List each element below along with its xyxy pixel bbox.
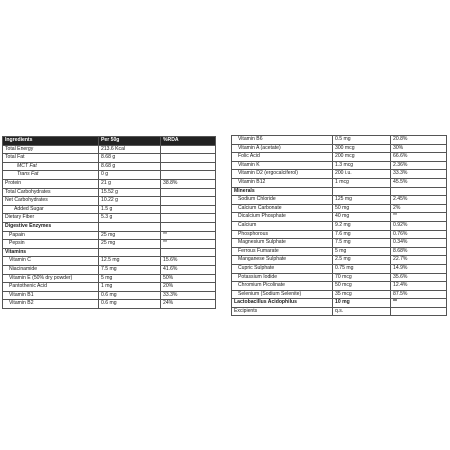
table-row xyxy=(232,178,447,187)
nutrition-table-right xyxy=(231,135,447,316)
nutrient-name-cell: Vitamin B1 xyxy=(3,291,99,300)
table-row xyxy=(3,205,216,214)
nutrition-table-left xyxy=(2,136,216,309)
rda-cell xyxy=(161,222,216,231)
amount-cell: 1 mcg xyxy=(333,178,391,187)
amount-cell: 125 mg xyxy=(333,196,391,205)
nutrient-name-cell: Folic Acid xyxy=(232,153,333,162)
nutrient-name-cell: Vitamin B2 xyxy=(3,300,99,309)
nutrient-name-cell: Sodium Chloride xyxy=(232,196,333,205)
table-row xyxy=(232,282,447,291)
amount-cell: 1.3 mcg xyxy=(333,161,391,170)
table-row xyxy=(3,291,216,300)
rda-cell xyxy=(161,162,216,171)
table-row xyxy=(3,162,216,171)
nutrient-name-cell: Chromium Picolinate xyxy=(232,282,333,291)
amount-cell: 300 mcg xyxy=(333,144,391,153)
rda-cell: 38.8% xyxy=(161,179,216,188)
table-row xyxy=(3,214,216,223)
table-row xyxy=(3,274,216,283)
table-row xyxy=(3,240,216,249)
section-header-row xyxy=(232,187,447,196)
table-row xyxy=(3,188,216,197)
nutrient-name-cell: Net Carbohydrates xyxy=(3,197,99,206)
nutrient-name-cell: Trans Fat xyxy=(3,171,99,180)
table-row xyxy=(232,230,447,239)
rda-cell: 33.3% xyxy=(391,170,447,179)
table-row xyxy=(232,264,447,273)
rda-cell: 2% xyxy=(391,204,447,213)
nutrient-name-cell: Papain xyxy=(3,231,99,240)
amount-cell: 200 mcg xyxy=(333,153,391,162)
table-row xyxy=(232,170,447,179)
nutrient-name-cell: Selenium (Sodium Selenite) xyxy=(232,290,333,299)
nutrient-name-cell: Vitamin A (acetate) xyxy=(232,144,333,153)
amount-cell: 25 mg xyxy=(99,240,161,249)
amount-cell: 50 mcg xyxy=(333,282,391,291)
rda-cell: ** xyxy=(161,240,216,249)
table-row xyxy=(232,307,447,316)
rda-cell: ** xyxy=(391,213,447,222)
amount-cell: 70 mcg xyxy=(333,273,391,282)
amount-cell: 21 g xyxy=(99,179,161,188)
nutrient-name-cell: Added Sugar xyxy=(3,205,99,214)
nutrient-name-cell: Pantothenic Acid xyxy=(3,283,99,292)
amount-cell: 10.22 g xyxy=(99,197,161,206)
nutrient-name-cell: Vitamin C xyxy=(3,257,99,266)
table-row xyxy=(232,204,447,213)
table-row xyxy=(3,300,216,309)
rda-cell xyxy=(161,205,216,214)
nutrient-name-cell: Dicalcium Phosphate xyxy=(232,213,333,222)
amount-cell: q.s. xyxy=(333,307,391,316)
rda-cell: 35.6% xyxy=(391,273,447,282)
rda-header: %RDA xyxy=(161,137,216,146)
amount-cell: 7.5 mg xyxy=(99,265,161,274)
amount-cell: 213.6 Kcal xyxy=(99,145,161,154)
rda-cell xyxy=(161,248,216,257)
rda-cell: 8.68% xyxy=(391,247,447,256)
nutrient-name-cell: MCT Fat xyxy=(3,162,99,171)
rda-cell: 87.5% xyxy=(391,290,447,299)
nutrient-name-cell: Dietary Fiber xyxy=(3,214,99,223)
table-row xyxy=(3,145,216,154)
table-row xyxy=(232,153,447,162)
header-row xyxy=(3,137,216,146)
amount-cell: 35 mcg xyxy=(333,290,391,299)
nutrient-name-cell: Potassium Iodide xyxy=(232,273,333,282)
table-row xyxy=(3,283,216,292)
table-row xyxy=(3,265,216,274)
table-row xyxy=(232,273,447,282)
section-header-row xyxy=(232,299,447,308)
nutrient-name-cell: Ferrous Fumarate xyxy=(232,247,333,256)
rda-cell: 20% xyxy=(161,283,216,292)
nutrient-name-cell: Total Energy xyxy=(3,145,99,154)
nutrient-name-cell: Magnesium Sulphate xyxy=(232,239,333,248)
nutrient-name-cell: Vitamin B6 xyxy=(232,136,333,145)
rda-cell xyxy=(391,187,447,196)
amount-cell: 200 i.u. xyxy=(333,170,391,179)
nutrient-name-cell: Phosphorous xyxy=(232,230,333,239)
amount-cell: 25 mg xyxy=(99,231,161,240)
table-row xyxy=(232,136,447,145)
nutrient-name-cell: Digestive Enzymes xyxy=(3,222,99,231)
table-row xyxy=(3,231,216,240)
amount-cell: 15.52 g xyxy=(99,188,161,197)
amount-cell: 0.75 mg xyxy=(333,264,391,273)
nutrient-name-cell: Vitamins xyxy=(3,248,99,257)
rda-cell xyxy=(391,307,447,316)
rda-cell: 2.36% xyxy=(391,161,447,170)
rda-cell xyxy=(161,197,216,206)
per-50g-header: Per 50g xyxy=(99,137,161,146)
amount-cell: 5 mg xyxy=(99,274,161,283)
rda-cell: 0.92% xyxy=(391,221,447,230)
rda-cell: 66.6% xyxy=(391,153,447,162)
rda-cell xyxy=(161,171,216,180)
rda-cell xyxy=(161,154,216,163)
amount-cell: 2.5 mg xyxy=(333,256,391,265)
rda-cell: 22.7% xyxy=(391,256,447,265)
rda-cell xyxy=(161,188,216,197)
nutrient-name-cell: Manganese Sulphate xyxy=(232,256,333,265)
nutrient-name-cell: Calcium Carbonate xyxy=(232,204,333,213)
rda-cell: 50% xyxy=(161,274,216,283)
rda-cell: 24% xyxy=(161,300,216,309)
amount-cell: 5 mg xyxy=(333,247,391,256)
rda-cell: 30% xyxy=(391,144,447,153)
nutrient-name-cell: Vitamin D2 (ergocalciferol) xyxy=(232,170,333,179)
nutrient-name-cell: Protein xyxy=(3,179,99,188)
rda-cell: 20.8% xyxy=(391,136,447,145)
amount-cell: 8.68 g xyxy=(99,162,161,171)
table-row xyxy=(232,144,447,153)
amount-cell: 0.6 mg xyxy=(99,291,161,300)
amount-cell: 0 g xyxy=(99,171,161,180)
table-row xyxy=(3,257,216,266)
table-row xyxy=(3,154,216,163)
rda-cell: 41.6% xyxy=(161,265,216,274)
rda-cell: 14.9% xyxy=(391,264,447,273)
section-header-row xyxy=(3,248,216,257)
amount-cell: 7.5 mg xyxy=(333,239,391,248)
nutrient-name-cell: Cupric Sulphate xyxy=(232,264,333,273)
section-header-row xyxy=(3,222,216,231)
amount-cell: 5.3 g xyxy=(99,214,161,223)
amount-cell: 9.2 mg xyxy=(333,221,391,230)
table-row xyxy=(232,290,447,299)
table-row xyxy=(3,171,216,180)
amount-cell xyxy=(333,187,391,196)
rda-cell xyxy=(161,145,216,154)
nutrient-name-cell: Total Fat xyxy=(3,154,99,163)
amount-cell: 50 mg xyxy=(333,204,391,213)
amount-cell: 10 mg xyxy=(333,299,391,308)
amount-cell: 1.5 g xyxy=(99,205,161,214)
table-row xyxy=(3,197,216,206)
nutrient-name-cell: Minerals xyxy=(232,187,333,196)
rda-cell: 0.76% xyxy=(391,230,447,239)
nutrient-name-cell: Pepsin xyxy=(3,240,99,249)
table-row xyxy=(232,221,447,230)
nutrient-name-cell: Excipients xyxy=(232,307,333,316)
rda-cell xyxy=(161,214,216,223)
nutrient-name-cell: Vitamin E (50% dry powder) xyxy=(3,274,99,283)
table-row xyxy=(3,179,216,188)
table-row xyxy=(232,196,447,205)
ingredients-header: Ingredients xyxy=(3,137,99,146)
nutrient-name-cell: Vitamin B12 xyxy=(232,178,333,187)
nutrient-name-cell: Calcium xyxy=(232,221,333,230)
amount-cell: 12.5 mg xyxy=(99,257,161,266)
amount-cell xyxy=(99,248,161,257)
rda-cell: ** xyxy=(161,231,216,240)
amount-cell: 7.6 mg xyxy=(333,230,391,239)
amount-cell: 0.5 mg xyxy=(333,136,391,145)
table-row xyxy=(232,239,447,248)
table-row xyxy=(232,247,447,256)
table-row xyxy=(232,256,447,265)
rda-cell: 2.45% xyxy=(391,196,447,205)
rda-cell: 33.3% xyxy=(161,291,216,300)
amount-cell: 8.68 g xyxy=(99,154,161,163)
rda-cell: ** xyxy=(391,299,447,308)
rda-cell: 45.5% xyxy=(391,178,447,187)
rda-cell: 0.34% xyxy=(391,239,447,248)
table-row xyxy=(232,161,447,170)
amount-cell: 0.6 mg xyxy=(99,300,161,309)
amount-cell: 40 mg xyxy=(333,213,391,222)
rda-cell: 12.4% xyxy=(391,282,447,291)
amount-cell: 1 mg xyxy=(99,283,161,292)
nutrient-name-cell: Total Carbohydrates xyxy=(3,188,99,197)
nutrient-name-cell: Vitamin K xyxy=(232,161,333,170)
amount-cell xyxy=(99,222,161,231)
nutrient-name-cell: Lactobacillus Acidophilus xyxy=(232,299,333,308)
rda-cell: 15.6% xyxy=(161,257,216,266)
table-row xyxy=(232,213,447,222)
nutrient-name-cell: Niacinamide xyxy=(3,265,99,274)
